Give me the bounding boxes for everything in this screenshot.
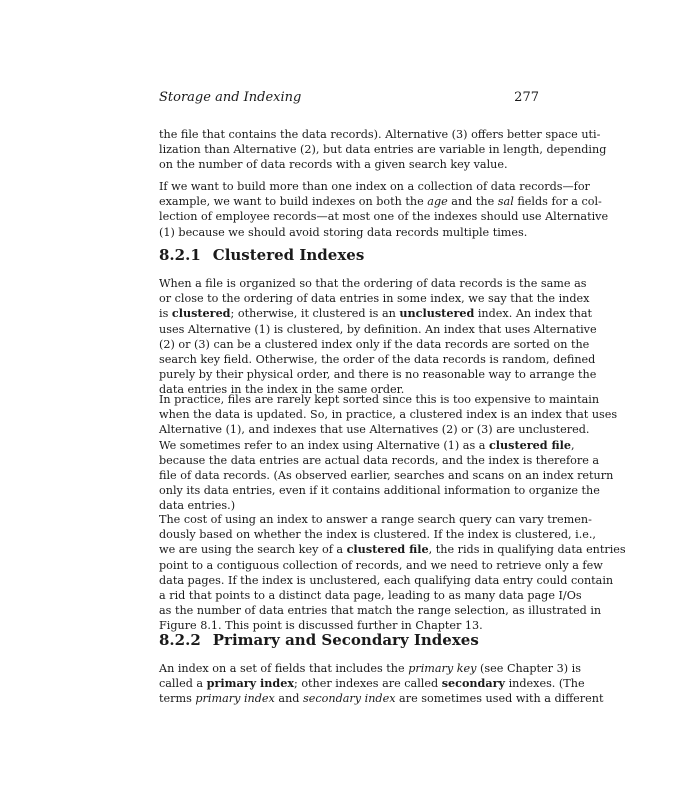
text-line: only its data entries, even if it contains additional information to organize the bbox=[159, 484, 600, 498]
text-line: lection of employee records—at most one of the indexes should use Alternative bbox=[159, 210, 609, 224]
section-number: 8.2.1 bbox=[159, 246, 201, 264]
text-line: When a file is organized so that the ordering of data records is the same as bbox=[159, 277, 587, 290]
text-line: point to a contiguous collection of records, and we need to retrieve only a few bbox=[159, 558, 603, 572]
running-head bbox=[159, 90, 539, 108]
text-line: We sometimes refer to an index using Alternative (1) as a clustered file, bbox=[159, 437, 575, 452]
text-line: Alternative (1), and indexes that use Alternatives (2) or (3) are unclustered. bbox=[159, 423, 590, 437]
paragraph-5 bbox=[159, 512, 626, 634]
text-line: as the number of data entries that match the range selection, as illustrated in bbox=[159, 604, 602, 618]
text-line: search key field. Otherwise, the order of the data records is random, defined bbox=[159, 353, 596, 367]
text-line: example, we want to build indexes on both the age and the sal fields for a col- bbox=[159, 195, 602, 209]
section-title: Primary and Secondary Indexes bbox=[212, 631, 479, 649]
text-line: If we want to build more than one index on a collection of data records—for bbox=[159, 180, 590, 193]
text-line: the file that contains the data records). Alternative (3) offers better space uti- bbox=[159, 128, 601, 141]
page-number: 277 bbox=[514, 90, 539, 105]
paragraph-2 bbox=[159, 179, 609, 240]
section-heading-primary-secondary-indexes bbox=[159, 631, 539, 649]
text-line: data entries.) bbox=[159, 499, 236, 513]
text-line: a rid that points to a distinct data page, leading to as many data page I/Os bbox=[159, 589, 582, 603]
text-line: terms primary index and secondary index are sometimes used with a different bbox=[159, 692, 604, 706]
text-line: (1) because we should avoid storing data records multiple times. bbox=[159, 225, 528, 239]
text-line: on the number of data records with a given search key value. bbox=[159, 158, 508, 172]
paragraph-3 bbox=[159, 276, 597, 398]
text-line: when the data is updated. So, in practice, a clustered index is an index that uses bbox=[159, 408, 618, 422]
text-line: data entries in the index in the same order. bbox=[159, 383, 405, 397]
text-line: uses Alternative (1) is clustered, by definition. An index that uses Alternative bbox=[159, 322, 597, 336]
text-line: file of data records. (As observed earlier, searches and scans on an index return bbox=[159, 469, 614, 483]
text-line: purely by their physical order, and there is no reasonable way to arrange the bbox=[159, 368, 597, 382]
text-line: we are using the search key of a clustered file, the rids in qualifying data entries bbox=[159, 542, 626, 557]
paragraph-6 bbox=[159, 661, 604, 707]
text-line: The cost of using an index to answer a range search query can vary tremen- bbox=[159, 513, 592, 526]
paragraph-1 bbox=[159, 127, 607, 173]
running-head-title: Storage and Indexing bbox=[159, 90, 302, 105]
section-heading-clustered-indexes bbox=[159, 246, 539, 264]
text-line: dously based on whether the index is clustered. If the index is clustered, i.e., bbox=[159, 528, 596, 542]
section-title: Clustered Indexes bbox=[212, 246, 365, 264]
text-line: lization than Alternative (2), but data entries are variable in length, depending bbox=[159, 143, 607, 157]
paragraph-4 bbox=[159, 392, 618, 514]
section-number: 8.2.2 bbox=[159, 631, 201, 649]
text-line: called a primary index; other indexes are called secondary indexes. (The bbox=[159, 676, 585, 691]
text-line: or close to the ordering of data entries in some index, we say that the index bbox=[159, 292, 590, 306]
text-line: data pages. If the index is unclustered, each qualifying data entry could contain bbox=[159, 573, 614, 587]
text-line: because the data entries are actual data records, and the index is therefore a bbox=[159, 453, 600, 467]
text-line: An index on a set of fields that includes the primary key (see Chapter 3) is bbox=[159, 662, 581, 675]
text-line: is clustered; otherwise, it clustered is an unclustered index. An index that bbox=[159, 306, 592, 321]
text-line: Figure 8.1. This point is discussed further in Chapter 13. bbox=[159, 619, 483, 633]
text-line: (2) or (3) can be a clustered index only if the data records are sorted on the bbox=[159, 337, 590, 351]
text-line: In practice, files are rarely kept sorted since this is too expensive to maintain bbox=[159, 393, 600, 406]
